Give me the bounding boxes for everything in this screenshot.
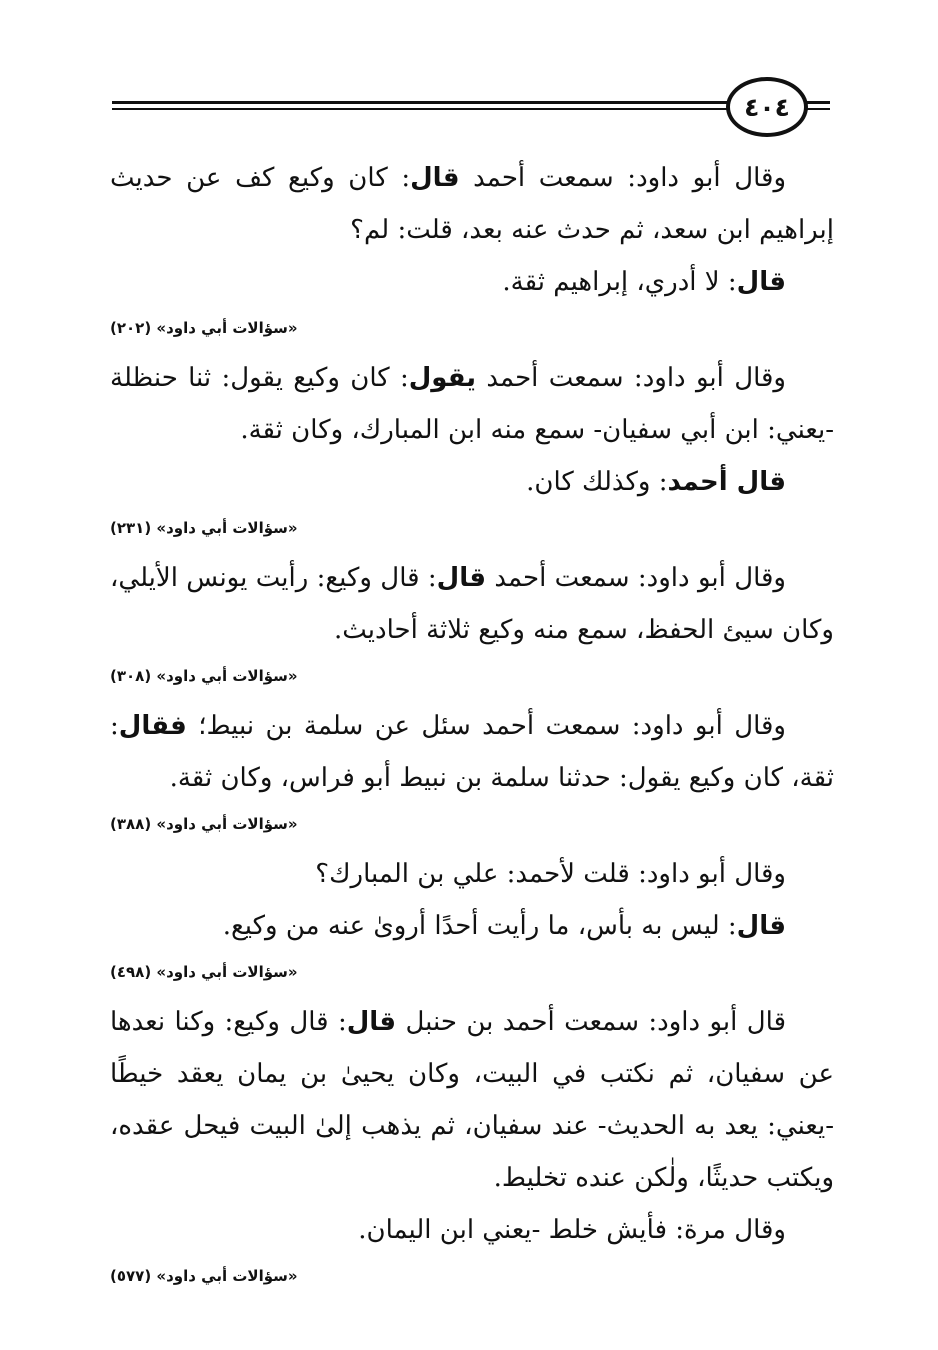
narration-paragraph (110, 900, 834, 952)
paragraph-text: : كان وكيع يقول: ثنا حنظلة -يعني: ابن أبي سفيان- سمع منه ابن المبارك، وكان ثقة. (110, 363, 834, 445)
paragraph-text: وقال أبو داود: سمعت أحمد (486, 563, 786, 593)
narration-paragraph (110, 256, 834, 308)
paragraph-text: : قال وكيع: وكنا نعدها عن سفيان، ثم نكتب في البيت، وكان يحيىٰ بن يمان يعقد خيطًا -يعني: يعد به الحديث- عند سفيان، ثم يذهب إلىٰ البيت فيحل عقده، ويكتب حديثًا، ولٰكن عنده تخليط. (110, 1007, 834, 1193)
speaker-label: قال (736, 267, 786, 297)
page-content (110, 152, 834, 1300)
paragraph-text: : كان وكيع كف عن حديث إبراهيم ابن سعد، ثم حدث عنه بعد، قلت: لم؟ (110, 163, 834, 245)
paragraph-text: وقال أبو داود: قلت لأحمد: علي بن المبارك؟ (315, 859, 786, 889)
paragraph-text: وقال أبو داود: سمعت أحمد (476, 363, 786, 393)
source-citation: «سؤالات أبي داود» (٤٩٨) (110, 963, 298, 981)
speaker-label: قال (346, 1007, 397, 1037)
source-citation: «سؤالات أبي داود» (٣٠٨) (110, 667, 298, 685)
narration-paragraph (110, 1204, 834, 1256)
narration-paragraph (110, 352, 834, 456)
paragraph-text: وقال أبو داود: سمعت أحمد سئل عن سلمة بن نبيط؛ (186, 711, 786, 741)
paragraph-text: وقال مرة: فأيش خلط -يعني ابن اليمان. (358, 1215, 786, 1245)
source-citation: «سؤالات أبي داود» (٢٣١) (110, 519, 298, 537)
paragraph-text: : ليس به بأس، ما رأيت أحدًا أروىٰ عنه من وكيع. (222, 911, 737, 941)
paragraph-text: : وكذلك كان. (526, 467, 668, 497)
speaker-label: قال (736, 911, 786, 941)
speaker-label: يقول (408, 363, 477, 393)
header-rule (112, 108, 830, 110)
speaker-label: قال أحمد (667, 467, 786, 497)
paragraph-text: : قال وكيع: رأيت يونس الأيلي، وكان سيئ الحفظ، سمع منه وكيع ثلاثة أحاديث. (110, 563, 834, 645)
speaker-label: فقال (118, 711, 187, 741)
speaker-label: قال (436, 563, 487, 593)
narration-paragraph (110, 456, 834, 508)
page-number: ٤٠٤ (726, 77, 808, 137)
source-citation: «سؤالات أبي داود» (٥٧٧) (110, 1267, 298, 1285)
narration-paragraph (110, 700, 834, 804)
narration-paragraph (110, 996, 834, 1204)
speaker-label: قال (410, 163, 460, 193)
narration-paragraph (110, 552, 834, 656)
narration-paragraph (110, 848, 834, 900)
narration-paragraph (110, 152, 834, 256)
source-citation: «سؤالات أبي داود» (٣٨٨) (110, 815, 298, 833)
paragraph-text: قال أبو داود: سمعت أحمد بن حنبل (396, 1007, 787, 1037)
paragraph-text: : ثقة، كان وكيع يقول: حدثنا سلمة بن نبيط أبو فراس، وكان ثقة. (110, 711, 834, 793)
paragraph-text: : لا أدري، إبراهيم ثقة. (502, 267, 737, 297)
header-rule (112, 101, 830, 104)
paragraph-text: وقال أبو داود: سمعت أحمد (459, 163, 786, 193)
source-citation: «سؤالات أبي داود» (٢٠٢) (110, 319, 298, 337)
